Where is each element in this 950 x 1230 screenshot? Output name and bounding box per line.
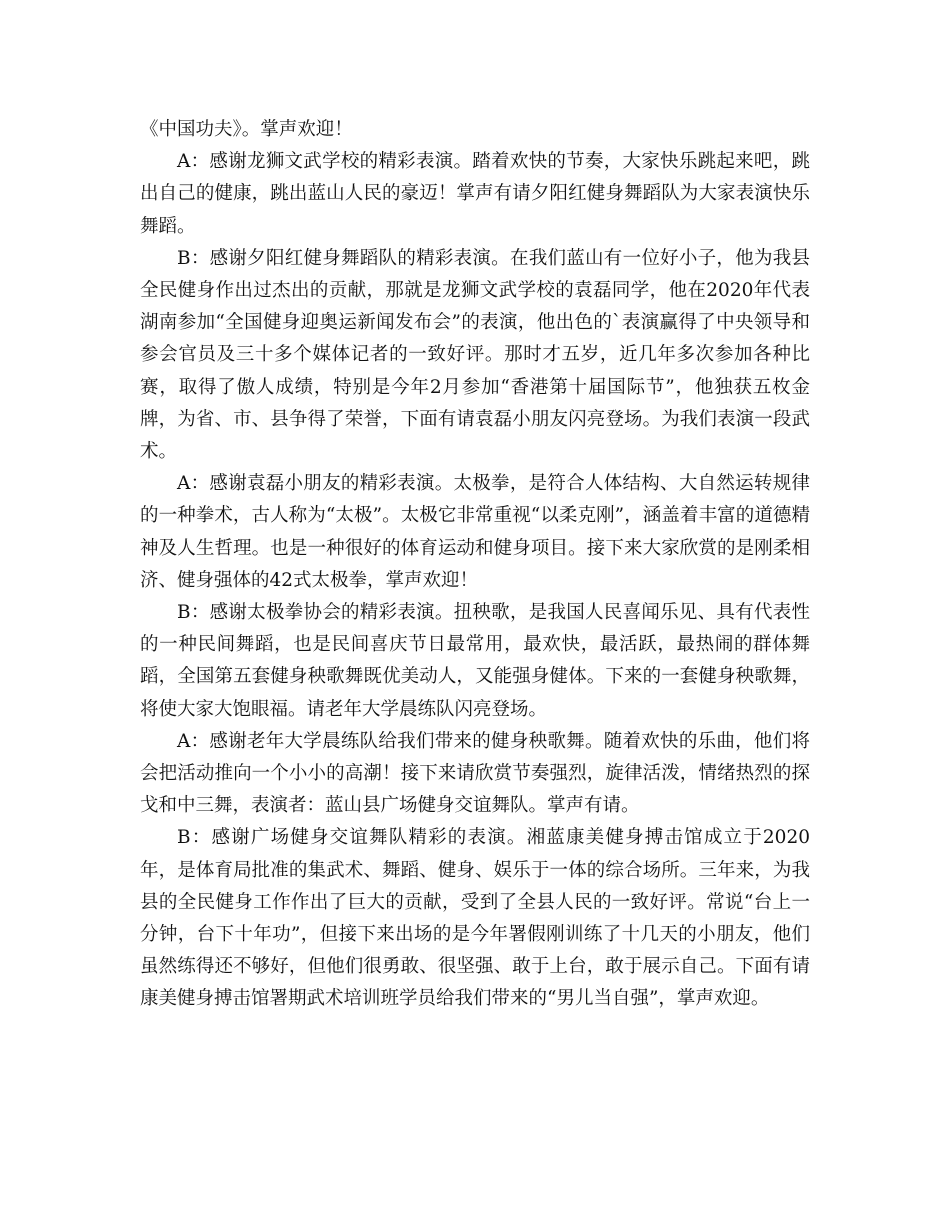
paragraph-host-b-2: B：感谢太极拳协会的精彩表演。扭秧歌，是我国人民喜闻乐见、具有代表性的一种民间舞蹈，也是民间喜庆节日最常用，最欢快，最活跃，最热闹的群体舞蹈，全国第五套健身秧歌舞既优美动人，又能强身健体。下来的一套健身秧歌舞，将使大家大饱眼福。请老年大学晨练队闪亮登场。	[140, 602, 810, 720]
paragraph-host-a-1: A：感谢龙狮文武学校的精彩表演。踏着欢快的节奏，大家快乐跳起来吧，跳出自己的健康，跳出蓝山人民的豪迈！掌声有请夕阳红健身舞蹈队为大家表演快乐舞蹈。	[140, 151, 810, 237]
paragraph-host-a-3: A：感谢老年大学晨练队给我们带来的健身秧歌舞。随着欢快的乐曲，他们将会把活动推向一个小小的高潮！接下来请欣赏节奏强烈，旋律活泼，情绪热烈的探戈和中三舞，表演者：蓝山县广场健身交谊舞队。掌声有请。	[140, 730, 810, 817]
paragraph-continuation: 《中国功夫》。掌声欢迎！	[140, 119, 353, 140]
document-page	[140, 114, 810, 1016]
paragraph-host-b-3: B：感谢广场健身交谊舞队精彩的表演。湘蓝康美健身搏击馆成立于2020年，是体育局批准的集武术、舞蹈、健身、娱乐于一体的综合场所。三年来，为我县的全民健身工作作出了巨大的贡献，受到了全县人民的一致好评。常说“台上一分钟，台下十年功”，但接下来出场的是今年署假刚训练了十几天的小朋友，他们虽然练得还不够好，但他们很勇敢、很坚强、敢于上台，敢于展示自己。下面有请康美健身搏击馆署期武术培训班学员给我们带来的“男儿当自强”，掌声欢迎。	[140, 827, 810, 1010]
paragraph-host-a-2: A：感谢袁磊小朋友的精彩表演。太极拳，是符合人体结构、大自然运转规律的一种拳术，古人称为“太极”。太极它非常重视“以柔克刚”，涵盖着丰富的道德精神及人生哲理。也是一种很好的体育运动和健身项目。接下来大家欣赏的是刚柔相济、健身强体的42式太极拳，掌声欢迎！	[140, 473, 810, 591]
paragraph-host-b-1: B：感谢夕阳红健身舞蹈队的精彩表演。在我们蓝山有一位好小子，他为我县全民健身作出过杰出的贡献，那就是龙狮文武学校的袁磊同学，他在2020年代表湖南参加“全国健身迎奥运新闻发布会”的表演，他出色的`表演赢得了中央领导和参会官员及三十多个媒体记者的一致好评。那时才五岁，近几年多次参加各种比赛，取得了傲人成绩，特别是今年2月参加“香港第十届国际节”，他独获五枚金牌，为省、市、县争得了荣誉，下面有请袁磊小朋友闪亮登场。为我们表演一段武术。	[140, 247, 810, 463]
